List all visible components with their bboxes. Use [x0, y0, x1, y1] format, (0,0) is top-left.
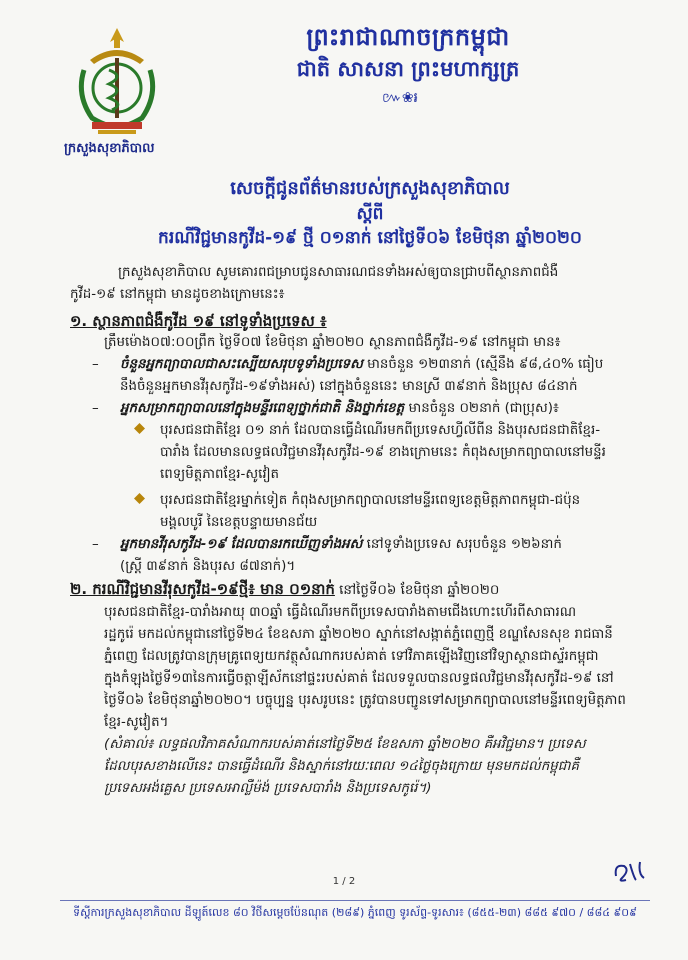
footer-divider [60, 900, 650, 901]
patient-bullet-1: បុរសជនជាតិខ្មែរ ០១ នាក់ ដែលបានធ្វើដំណើរមកពីប្រទេសហ្វីលីពីន និងបុរសជនជាតិខ្មែរ- បារាំង ដែលមានលទ្ធផលវិជ្ជមានវីរុសកូវីដ-១៩ ខាងក្រោមនេះ កំពុងសម្រាកព្យាបាលនៅមន្ទីរ ពេទ្យមិត្តភាពខ្មែរ-សូវៀត [70, 420, 648, 486]
title-line-2: ស្តីពី [356, 204, 384, 224]
patient-bullet-2: បុរសជនជាតិខ្មែរម្នាក់ទៀត កំពុងសម្រាកព្យាបាលនៅមន្ទីរពេទ្យខេត្តមិត្តភាពកម្ពុជា-ជប៉ុន មង្គលបូរី នៃខេត្តបន្ទាយមានជ័យ [70, 490, 648, 534]
document-body [70, 262, 648, 800]
section-2-heading: ២. ករណីវិជ្ជមានវីរុសកូវីដ-១៩ថ្មី៖ មាន ០១នាក់ នៅថ្ងៃទី០៦ ខែមិថុនា ឆ្នាំ២០២០ [70, 580, 500, 598]
title-line-1: សេចក្តីជូនព័ត៌មានរបស់ក្រសួងសុខាភិបាល [230, 178, 510, 199]
status-item-recovered: – ចំនួនអ្នកព្យាបាលជាសះស្បើយសរុបទូទាំងប្រទេស មានចំនួន ១២៣នាក់ (ស្មើនឹង ៩៨,៤០% ធៀប [70, 354, 648, 376]
status-item-recovered-cont: នឹងចំនួនអ្នកមានវីរុសកូវីដ-១៩ទាំងអស់) នៅក្នុងចំនួននេះ មានស្រី ៣៩នាក់ និងប្រុស ៨៤នាក់ [120, 379, 578, 394]
note-line-3: ប្រទេសអង់គ្លេស ប្រទេសអាល្លឺម៉ង់ ប្រទេសបារាំង និងប្រទេសកូរ៉េ។) [104, 781, 432, 796]
dash-mark: – [92, 537, 99, 552]
decorative-ornament: ៚❀៛ [382, 90, 418, 106]
diamond-bullet-icon [134, 423, 145, 434]
title-line-3: ករណីវិជ្ជមានកូវីដ-១៩ ថ្មី ០១នាក់ នៅថ្ងៃទី០៦ ខែមិថុនា ឆ្នាំ២០២០ [158, 228, 582, 248]
section-2-line-2: រដ្ឋកូរ៉េ មកដល់កម្ពុជានៅថ្ងៃទី២៤ ខែឧសភា ឆ្នាំ២០២០ ស្នាក់នៅសង្កាត់ភ្នំពេញថ្មី ខណ្ឌសែនសុខ រាជធានី [104, 627, 613, 642]
diamond-bullet-icon [134, 493, 145, 504]
section-2-line-3: ភ្នំពេញ ដែលត្រូវបានក្រុមគ្រូពេទ្យយកវត្ថុសំណាករបស់គាត់ ទៅវិភាគឡើងវិញនៅវិទ្យាស្ថានជាស្ទ័រកម្ពុជា [104, 649, 599, 664]
national-motto: ជាតិ សាសនា ព្រះមហាក្សត្រ [296, 57, 520, 81]
note-line-1: (សំគាល់៖ លទ្ធផលវិភាគសំណាករបស់គាត់នៅថ្ងៃទី២៥ ខែឧសភា ឆ្នាំ២០២០ គឺអវិជ្ជមាន។ ប្រទេស [104, 737, 586, 752]
section-2-line-1: បុរសជនជាតិខ្មែរ-បារាំងអាយុ ៣០ឆ្នាំ ធ្វើដំណើរមកពីប្រទេសបារាំងតាមជើងហោះហើរពីសាធារណ [104, 605, 577, 620]
section-2-line-6: ខ្មែរ-សូវៀត។ [104, 715, 169, 730]
section-1-heading: ១. ស្ថានភាពជំងឺកូវីដ ១៩ នៅទូទាំងប្រទេស ៖ [70, 312, 327, 330]
status-item-total-cases-cont: (ស្ត្រី ៣៩នាក់ និងបុរស ៨៧នាក់)។ [120, 559, 296, 574]
document-title [80, 176, 660, 250]
status-item-total-cases: – អ្នកមានវីរុសកូវីដ-១៩ ដែលបានរកឃើញទាំងអស់ នៅទូទាំងប្រទេស សរុបចំនួន ១២៦នាក់ [70, 534, 648, 556]
handwritten-initials [610, 858, 650, 886]
kingdom-title: ព្រះរាជាណាចក្រកម្ពុជា [306, 23, 510, 51]
status-item-hospitalized: – អ្នកសម្រាកព្យាបាលនៅក្នុងមន្ទីរពេទ្យថ្នាក់ជាតិ និងថ្នាក់ខេត្ត មានចំនួន ០២នាក់ (ជាប្រុស)៖ [70, 398, 648, 420]
section-2-line-5: ថ្ងៃទី០៦ ខែមិថុនាឆ្នាំ២០២០។ បច្ចុប្បន្ន បុរសរូបនេះ ត្រូវបានបញ្ជូនទៅសម្រាកព្យាបាលនៅមន្ទីរពេទ្យមិត្តភាព [104, 693, 626, 708]
dash-mark: – [92, 357, 99, 372]
intro-line-1: ក្រសួងសុខាភិបាល សូមគោរពជម្រាបជូនសាធារណជនទាំងអស់ឲ្យបានជ្រាបពីស្ថានភាពជំងឺ [118, 265, 559, 280]
dash-mark: – [92, 401, 99, 416]
section-2-line-4: ក្នុងកំឡុងថ្ងៃទី១៣នៃការធ្វើចត្តាឡីស័កនៅផ្ទះរបស់គាត់ ដែលទទួលបានលទ្ធផលវិជ្ជមានវីរុសកូវីដ-១៩ នៅ [104, 671, 614, 686]
intro-line-2: កូវីដ-១៩ នៅកម្ពុជា មានដូចខាងក្រោមនេះ៖ [70, 287, 285, 302]
footer-address: ទីស្តីការក្រសួងសុខាភិបាល ដីឡូត៍លេខ ៨០ វិថីសម្តេចប៉ែនណុត (២៨៩) ភ្នំពេញ ទូរស័ព្ទ-ទូរសារ៖ (៨៥៥-២៣) ៨៨៥ ៩៧០ / ៨៨៤ ៩០៩ [73, 906, 637, 919]
note-line-2: ដែលបុរសខាងលើនេះ បានធ្វើដំណើរ និងស្នាក់នៅរយៈពេល ១៤ថ្ងៃចុងក្រោយ មុនមកដល់កម្ពុជាគឺ [104, 759, 579, 774]
ministry-name: ក្រសួងសុខាភិបាល [64, 141, 155, 156]
ministry-of-health-emblem [62, 20, 172, 140]
section-1-status: ត្រឹមម៉ោង០៧:០០ព្រឹក ថ្ងៃទី០៧ ខែមិថុនា ឆ្នាំ២០២០ ស្ថានភាពជំងឺកូវីដ-១៩ នៅកម្ពុជា មាន៖ [104, 335, 561, 350]
page-number: 1 / 2 [332, 876, 356, 887]
